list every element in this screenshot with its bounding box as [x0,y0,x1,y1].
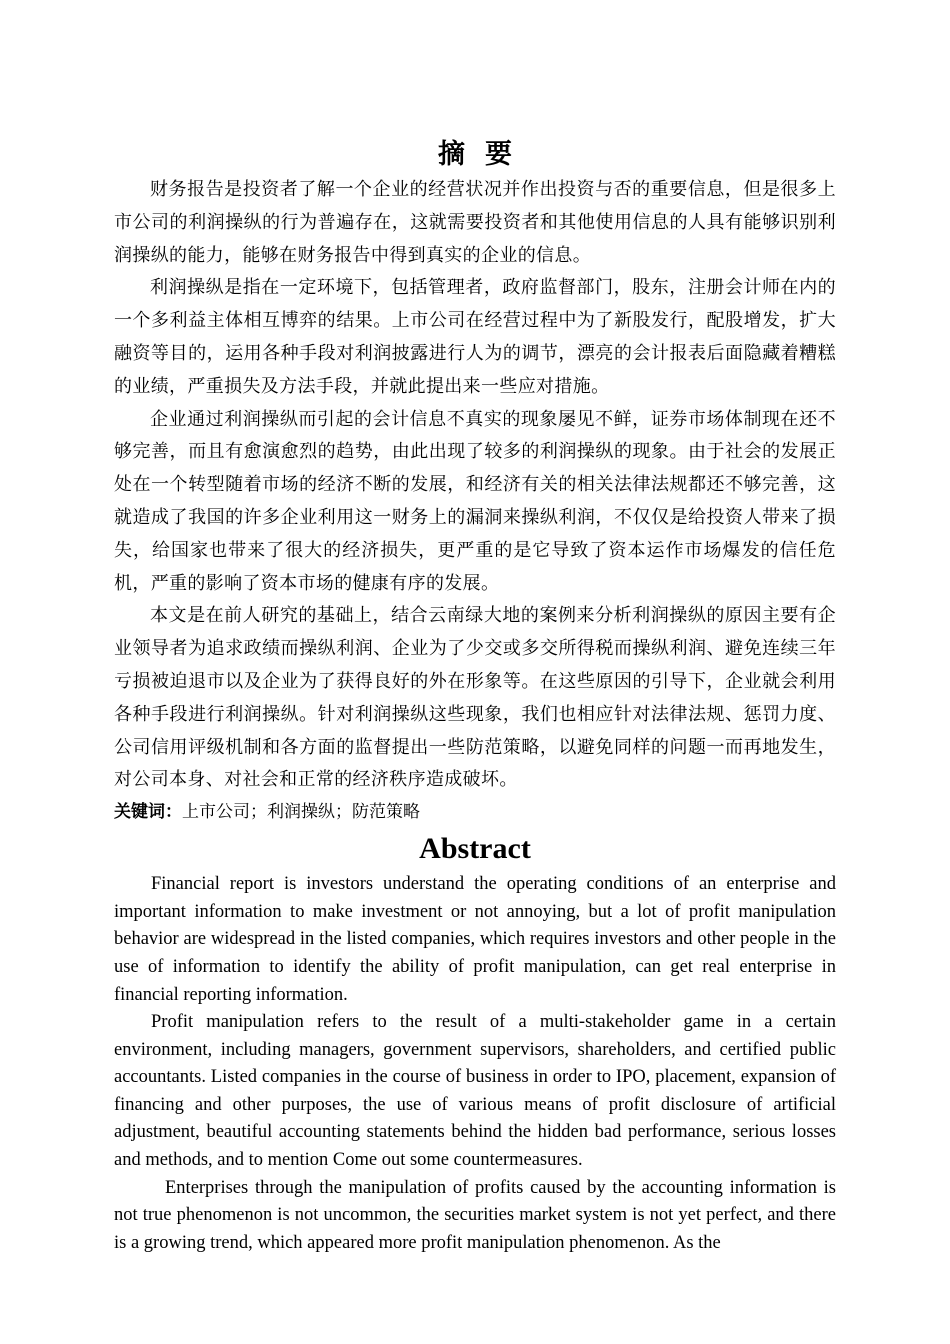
english-abstract-paragraph: Profit manipulation refers to the result of a multi-stakeholder game in a certain environment, including managers, government supervisors, shareholders, and certified public accountants. Listed companies in the course of business in order to IPO, placement, expansion of financing and other purposes, the use of various means of profit disclosure of artificial adjustment, beautiful accounting statements behind the hidden bad performance, serious losses and methods, and to mention Come out some countermeasures. [114,1012,836,1171]
keywords-value: 上市公司；利润操纵；防范策略 [182,802,420,823]
chinese-abstract-paragraph: 利润操纵是指在一定环境下，包括管理者，政府监督部门，股东，注册会计师在内的一个多利益主体相互博弈的结果。上市公司在经营过程中为了新股发行，配股增发，扩大融资等目的，运用各种手段对利润披露进行人为的调节，漂亮的会计报表后面隐藏着糟糕的业绩，严重损失及方法手段，并就此提出来一些应对措施。 [114,277,836,397]
chinese-abstract-paragraph: 财务报告是投资者了解一个企业的经营状况并作出投资与否的重要信息，但是很多上市公司的利润操纵的行为普遍存在，这就需要投资者和其他使用信息的人具有能够识别利润操纵的能力，能够在财务报告中得到真实的企业的信息。 [114,179,836,266]
keywords-line [114,797,836,827]
english-abstract-paragraph: Enterprises through the manipulation of profits caused by the accounting information is not true phenomenon is not uncommon, the securities market system is not yet perfect, and there is a growing trend, which appeared more profit manipulation phenomenon. As the [114,1177,836,1253]
english-abstract-title: Abstract [419,832,531,866]
document-page [114,138,836,1257]
chinese-abstract-title: 摘要 [438,139,532,170]
keywords-label: 关键词： [114,802,182,823]
chinese-abstract-paragraph: 本文是在前人研究的基础上，结合云南绿大地的案例来分析利润操纵的原因主要有企业领导者为追求政绩而操纵利润、企业为了少交或多交所得税而操纵利润、避免连续三年亏损被迫退市以及企业为了获得良好的外在形象等。在这些原因的引导下，企业就会利用各种手段进行利润操纵。针对利润操纵这些现象，我们也相应针对法律法规、惩罚力度、公司信用评级机制和各方面的监督提出一些防范策略，以避免同样的问题一而再地发生，对公司本身、对社会和正常的经济秩序造成破坏。 [114,605,836,791]
chinese-abstract-paragraph: 企业通过利润操纵而引起的会计信息不真实的现象屡见不鲜，证券市场体制现在还不够完善，而且有愈演愈烈的趋势，由此出现了较多的利润操纵的现象。由于社会的发展正处在一个转型随着市场的经济不断的发展，和经济有关的相关法律法规都还不够完善，这就造成了我国的许多企业利用这一财务上的漏洞来操纵利润，不仅仅是给投资人带来了损失，给国家也带来了很大的经济损失，更严重的是它导致了资本运作市场爆发的信任危机，严重的影响了资本市场的健康有序的发展。 [114,408,836,594]
english-abstract-paragraph: Financial report is investors understand the operating conditions of an enterprise and important information to make investment or not annoying, but a lot of profit manipulation behavior are widespread in the listed companies, which requires investors and other people in the use of information to identify the ability of profit manipulation, can get real enterprise in financial reporting information. [114,874,836,1005]
